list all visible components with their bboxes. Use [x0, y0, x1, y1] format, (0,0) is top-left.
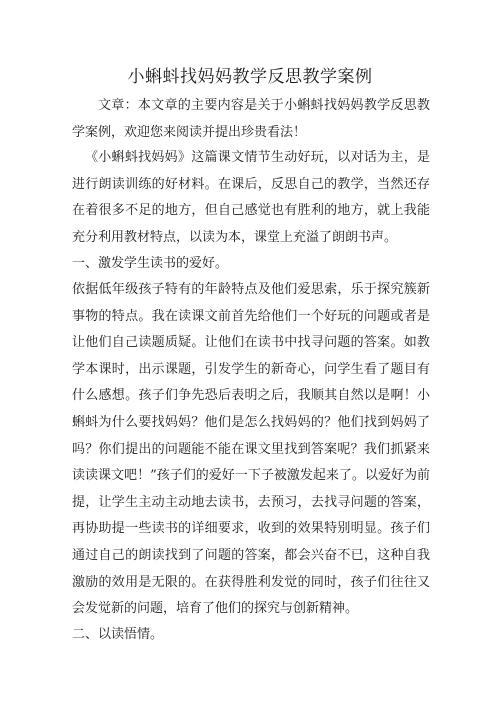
section-heading-1: 一、激发学生读书的爱好。: [72, 256, 229, 271]
section-heading-2: 二、以读悟情。: [72, 627, 164, 642]
document-title: 小蝌蚪找妈妈教学反思教学案例: [127, 67, 373, 87]
intro-paragraph: 《小蝌蚪找妈妈》这篇课文情节生动好玩，以对话为主，是进行朗读训练的好材料。在课后，反思自己的教学，当然还存在着很多不足的地方，但自己感觉也有胜利的地方，就上我能充分利用教材特点，以读为本，课堂上充溢了朗朗书声。: [72, 150, 430, 245]
summary-paragraph: 文章：本文章的主要内容是关于小蝌蚪找妈妈教学反思教学案例，欢迎您来阅读并提出珍贵看法！: [72, 98, 430, 140]
section-1-paragraph: 依据低年级孩子特有的年龄特点及他们爱思索，乐于探究簇新事物的特点。我在读课文前首先给他们一个好玩的问题或者是让他们自己读题质疑。让他们在读书中找寻问题的答案。如教学本课时，出示课题，引发学生的新奇心，问学生看了题目有什么感想。孩子们争先恐后表明之后，我顺其自然以是啊！小蝌蚪为什么要找妈妈？他们是怎么找妈妈的？他们找到妈妈了吗？你们提出的问题能不能在课文里找到答案呢？我们抓紧来读读课文吧！”孩子们的爱好一下子被激发起来了。以爱好为前提，让学生主动主动地去读书，去预习，去找寻问题的答案，再协助提一些读书的详细要求，收到的效果特别明显。孩子们通过自己的朗读找到了问题的答案，都会兴奋不已，这种自我激励的效用是无限的。在获得胜利发觉的同时，孩子们往往又会发觉新的问题，培育了他们的探究与创新精神。: [72, 282, 430, 617]
